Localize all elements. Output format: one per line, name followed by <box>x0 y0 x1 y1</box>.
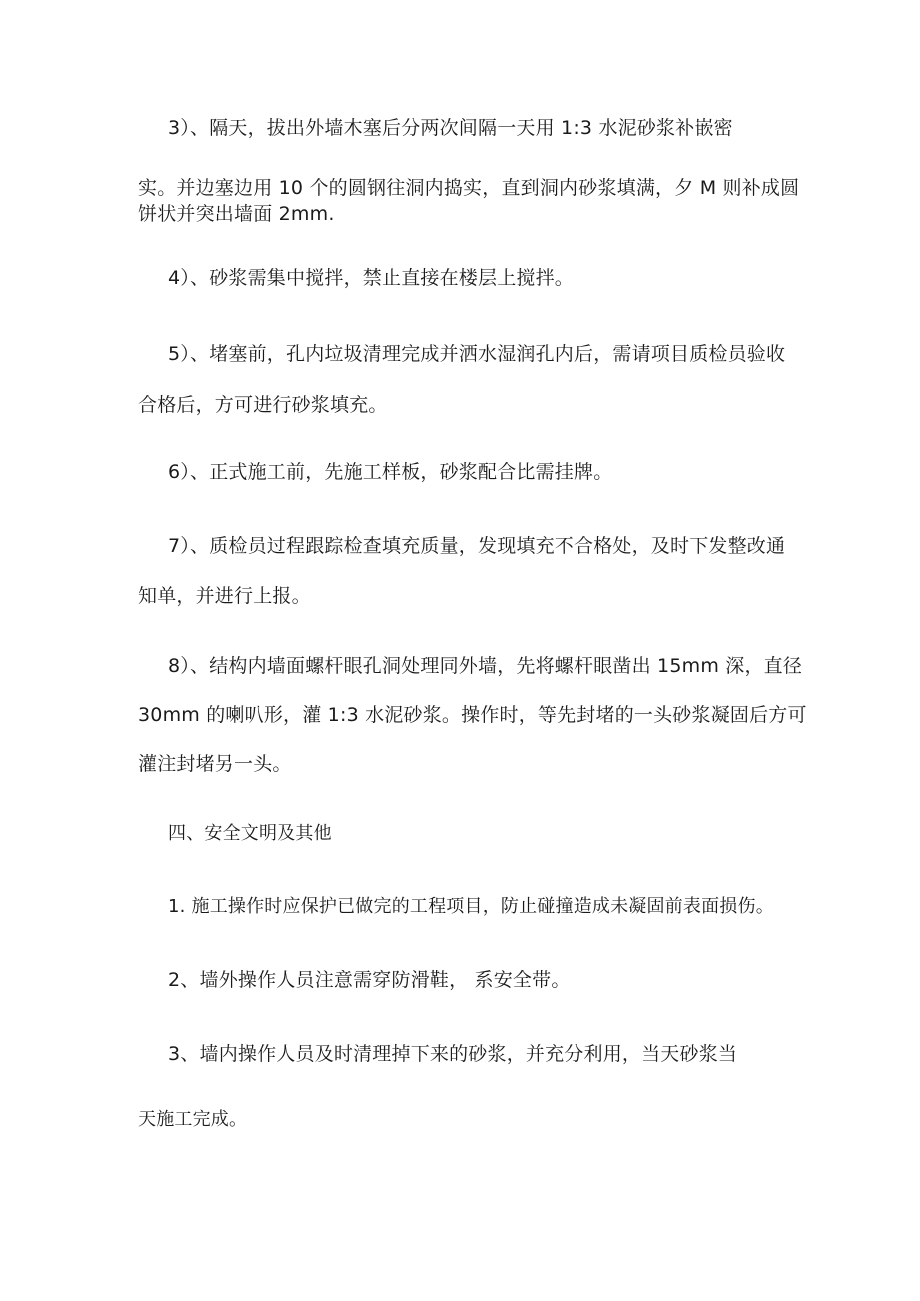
item-8-line-1: 8）、结构内墙面螺杆眼孔洞处理同外墙，先将螺杆眼凿出 15mm 深，直径 <box>168 655 803 677</box>
item-3-line-2: 实。并边塞边用 10 个的圆钢往洞内捣实，直到洞内砂浆填满，夕 M 则补成圆 <box>138 177 800 199</box>
safety-item-3-line-2: 天施工完成。 <box>138 1109 248 1130</box>
item-8-line-3: 灌注封堵另一头。 <box>138 753 292 775</box>
item-7-line-2: 知单，并进行上报。 <box>138 585 311 607</box>
item-6-line-1: 6）、正式施工前，先施工样板，砂浆配合比需挂牌。 <box>168 461 613 483</box>
item-3-line-3: 饼状并突出墙面 2mm. <box>138 203 335 225</box>
safety-item-3-line-1: 3、墙内操作人员及时清理掉下来的砂浆，并充分利用，当天砂浆当 <box>168 1043 738 1065</box>
item-7-line-1: 7）、质检员过程跟踪检查填充质量，发现填充不合格处，及时下发整改通 <box>168 535 786 557</box>
section-heading: 四、安全文明及其他 <box>168 823 332 844</box>
item-4-line-1: 4）、砂浆需集中搅拌，禁止直接在楼层上搅拌。 <box>168 267 574 289</box>
item-3-line-1: 3）、隔天，拔出外墙木塞后分两次间隔一天用 1:3 水泥砂浆补嵌密 <box>168 117 733 139</box>
item-5-line-2: 合格后，方可进行砂浆填充。 <box>138 394 388 416</box>
item-5-line-1: 5）、堵塞前，孔内垃圾清理完成并洒水湿润孔内后，需请项目质检员验收 <box>168 343 786 365</box>
safety-item-1: 1. 施工操作时应保护已做完的工程项目，防止碰撞造成未凝固前表面损伤。 <box>168 896 774 917</box>
safety-item-2: 2、墙外操作人员注意需穿防滑鞋， 系安全带。 <box>168 969 571 991</box>
item-8-line-2: 30mm 的喇叭形，灌 1:3 水泥砂浆。操作时，等先封堵的一头砂浆凝固后方可 <box>138 704 807 726</box>
